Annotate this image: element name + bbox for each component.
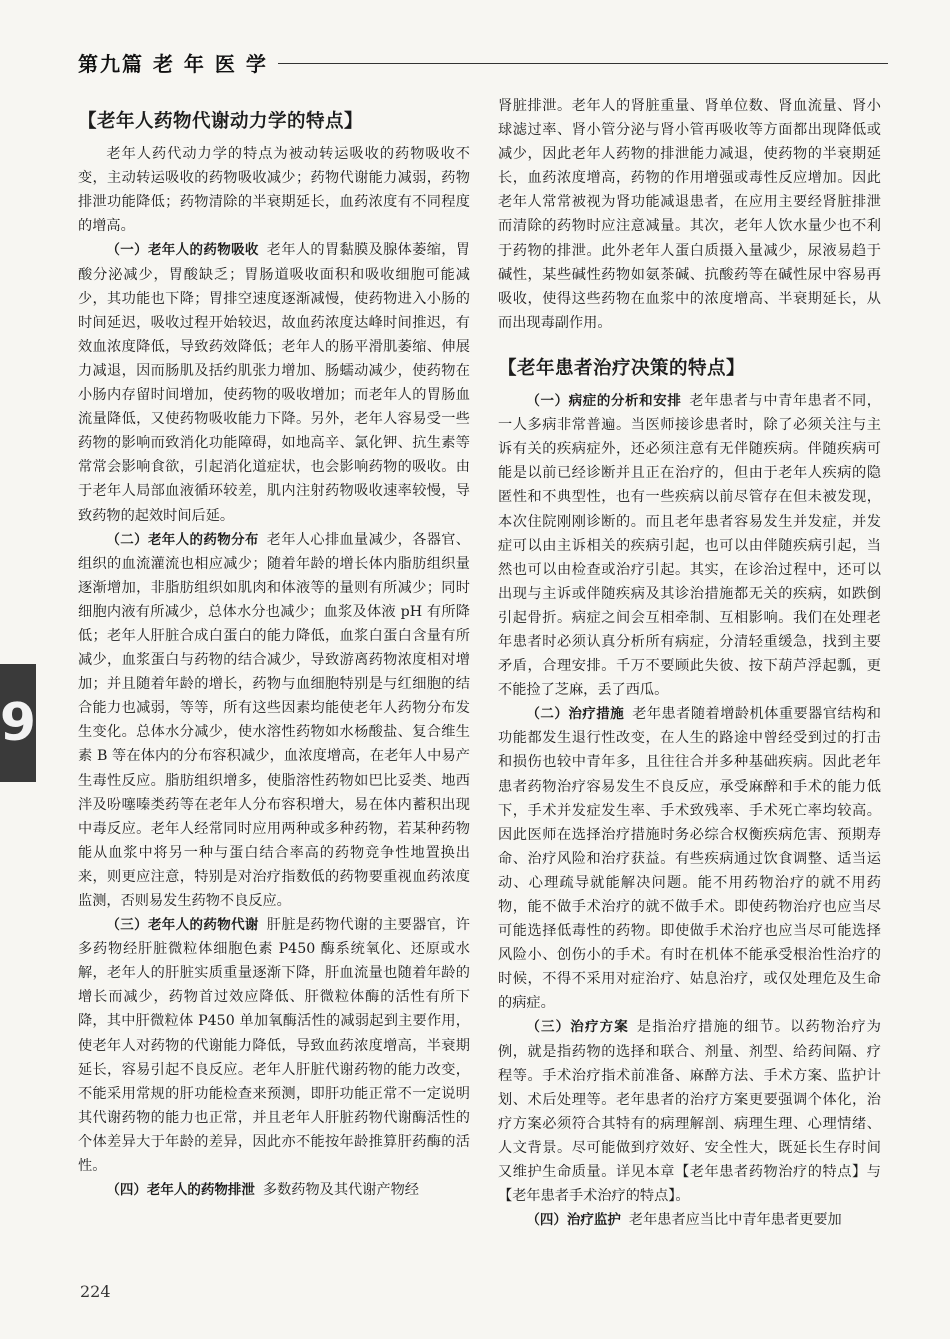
text-excretion: 多数药物及其代谢产物经 <box>262 1182 419 1199</box>
paragraph-metabolism <box>78 913 470 1178</box>
text-measures: 老年患者随着增龄机体重要器官结构和功能都发生退行性改变，在人生的路途中曾经受到过的打击和损伤也较中青年多，且往往合并多种基础疾病。因此老年患者药物治疗容易发生不良反应，承受麻醉和手术的能力低下，手术并发症发生率、手术致残率、手术死亡率均较高。因此医师在选择治疗措施时务必综合权衡疾病危害、预期寿命、治疗风险和治疗获益。有些疾病通过饮食调整、适当运动、心理疏导就能解决问题。能不用药物治疗的就不用药物，能不做手术治疗的就不做手术。即使药物治疗也应当尽可能选择低毒性的药物。即使做手术治疗也应当尽可能选择风险小、创伤小的手术。有时在机体不能承受根治性治疗的时候，不得不采用对症治疗、姑息治疗，或仅处理危及生命的病症。 <box>498 706 881 1012</box>
chapter-tab <box>0 664 36 782</box>
text-metabolism: 肝脏是药物代谢的主要器官，许多药物经肝脏微粒体细胞色素 P450 酶系统氧化、还原或水解，老年人的肝脏实质重量逐渐下降，肝血流量也随着年龄的增长而减少，药物首过效应降低、肝微粒体酶的活性有所下降，其中肝微粒体 P450 单加氧酶活性的减弱起到主要作用，使老年人对药物的代谢能力降低，导致血药浓度增高，半衰期延长，容易引起不良反应。老年人肝脏代谢药物的能力改变，不能采用常规的肝功能检查来预测，即肝功能正常不一定说明其代谢药物的能力也正常，并且老年人肝脏药物代谢酶活性的个体差异大于年龄的差异，因此亦不能按年龄推算肝药酶的活性。 <box>78 917 470 1175</box>
text-analysis: 老年患者与中青年患者不同，一人多病非常普遍。当医师接诊患者时，除了必须关注与主诉有关的疾病症外，还必须注意有无伴随疾病。伴随疾病可能是以前已经诊断并且正在治疗的，但由于老年人疾病的隐匿性和不典型性，也有一些疾病以前尽管存在但未被发现，本次住院刚刚诊断的。而且老年患者容易发生并发症，并发症可以由主诉相关的疾病引起，也可以由伴随疾病引起，当然也可以由检查或治疗引起。其实，在诊治过程中，还可以出现与主诉或伴随疾病及其诊治措施都无关的疾病，如跌倒引起骨折。病症之间会互相牵制、互相影响。我们在处理老年患者时必须认真分析所有病症，分清轻重缓急，找到主要矛盾，合理安排。千万不要顾此失彼、按下葫芦浮起瓢，更不能捡了芝麻，丢了西瓜。 <box>498 393 881 699</box>
text-distribution: 老年人心排血量减少，各器官、组织的血流灌流也相应减少；随着年龄的增长体内脂肪组织量逐渐增加，非脂肪组织如肌肉和体液等的量则有所减少；同时细胞内液有所减少，总体水分也减少；血浆及体液 pH 有所降低；老年人肝脏合成白蛋白的能力降低，血浆白蛋白含量有所减少，血浆蛋白与药物的结合减少，导致游离药物浓度相对增加；并且随着年龄的增长，药物与血细胞特别是与红细胞的结合能力也减弱，等等，所有这些因素均能使老年人药物分布发生变化。总体水分减少，使水溶性药物如水杨酸盐、复合维生素 B 等在体内的分布容积减少，血浓度增高，在老年人中易产生毒性反应。脂肪组织增多，使脂溶性药物如巴比妥类、地西泮及吩噻嗪类药等在老年人分布容积增大，易在体内蓄积出现中毒反应。老年人经常同时应用两种或多种药物，若某种药物能从血浆中将另一种与蛋白结合率高的药物竞争性地置换出来，则更应注意，特别是对治疗指数低的药物要重视血药浓度监测，否则易发生药物不良反应。 <box>78 531 470 909</box>
subheading-absorption: （一）老年人的药物吸收 <box>106 242 259 259</box>
paragraph-measures <box>498 702 881 1015</box>
paragraph-excretion <box>78 1178 470 1202</box>
subheading-measures: （二）治疗措施 <box>526 706 625 723</box>
subheading-monitoring: （四）治疗监护 <box>526 1212 621 1229</box>
paragraph-analysis <box>498 389 881 702</box>
section-heading-pharmacokinetics: 【老年人药物代谢动力学的特点】 <box>78 111 364 132</box>
paragraph-absorption <box>78 238 470 527</box>
intro-paragraph: 老年人药代动力学的特点为被动转运吸收的药物吸收不变，主动转运吸收的药物吸收减少；药物代谢能力减弱，药物排泄功能降低；药物清除的半衰期延长，血药浓度有不同程度的增高。 <box>78 146 470 235</box>
subheading-metabolism: （三）老年人的药物代谢 <box>106 917 259 934</box>
text-absorption: 老年人的胃黏膜及腺体萎缩，胃酸分泌减少，胃酸缺乏；胃肠道吸收面积和吸收细胞可能减少，其功能也下降；胃排空速度逐渐减慢，使药物进入小肠的时间延迟，吸收过程开始较迟，故血药浓度达峰时间推迟，有效血浓度降低，导致药效降低；老年人的肠平滑肌萎缩、伸展力减退，因而肠肌及括约肌张力增加、肠蠕动减少，使药物在小肠内存留时间增加，使药物的吸收增加；而老年人的胃肠血流量降低，又使药物吸收能力下降。另外，老年人容易受一些药物的影响而致消化功能障碍，如地高辛、氯化钾、抗生素等常常会影响食欲，引起消化道症状，也会影响药物的吸收。由于老年人局部血液循环较差，肌内注射药物吸收速率较慢，导致药物的起效时间后延。 <box>78 242 470 524</box>
subheading-excretion: （四）老年人的药物排泄 <box>106 1182 255 1199</box>
paragraph-plan <box>498 1015 881 1208</box>
left-column <box>78 96 470 1202</box>
subheading-analysis: （一）病症的分析和安排 <box>526 393 682 410</box>
section-heading-treatment-decision: 【老年患者治疗决策的特点】 <box>498 357 746 379</box>
header-rule <box>278 63 888 64</box>
text-plan: 是指治疗措施的细节。以药物治疗为例，就是指药物的选择和联合、剂量、剂型、给药间隔、疗程等。手术治疗指术前准备、麻醉方法、手术方案、监护计划、术后处理等。老年患者的治疗方案更要强调个体化，治疗方案必须符合其特有的病理解剖、病理生理、心理情绪、人文背景。尽可能做到疗效好、安全性大，既延长生存时间又维护生命质量。详见本章【老年患者药物治疗的特点】与【老年患者手术治疗的特点】。 <box>498 1019 881 1205</box>
chapter-tab-label: 9 <box>0 693 37 753</box>
right-column <box>498 94 881 1232</box>
subheading-distribution: （二）老年人的药物分布 <box>106 531 259 548</box>
running-header <box>78 48 888 76</box>
subheading-plan: （三）治疗方案 <box>526 1019 629 1036</box>
paragraph-excretion-continued: 肾脏排泄。老年人的肾脏重量、肾单位数、肾血流量、肾小球滤过率、肾小管分泌与肾小管再吸收等方面都出现降低或减少，因此老年人药物的排泄能力减退，使药物的半衰期延长，血药浓度增高，药物的作用增强或毒性反应增加。因此老年人常常被视为肾功能减退患者，在应用主要经肾脏排泄而清除的药物时应注意减量。其次，老年人饮水量少也不利于药物的排泄。此外老年人蛋白质摄入量减少，尿液易趋于碱性，某些碱性药物如氨茶碱、抗酸药等在碱性尿中容易再吸收，使得这些药物在血浆中的浓度增高、半衰期延长，从而出现毒副作用。 <box>498 98 881 331</box>
page-number: 224 <box>80 1282 111 1301</box>
paragraph-distribution <box>78 528 470 914</box>
paragraph-monitoring <box>498 1208 881 1232</box>
text-monitoring: 老年患者应当比中青年患者更要加 <box>628 1212 842 1229</box>
running-header-title: 第九篇 老 年 医 学 <box>78 51 268 76</box>
